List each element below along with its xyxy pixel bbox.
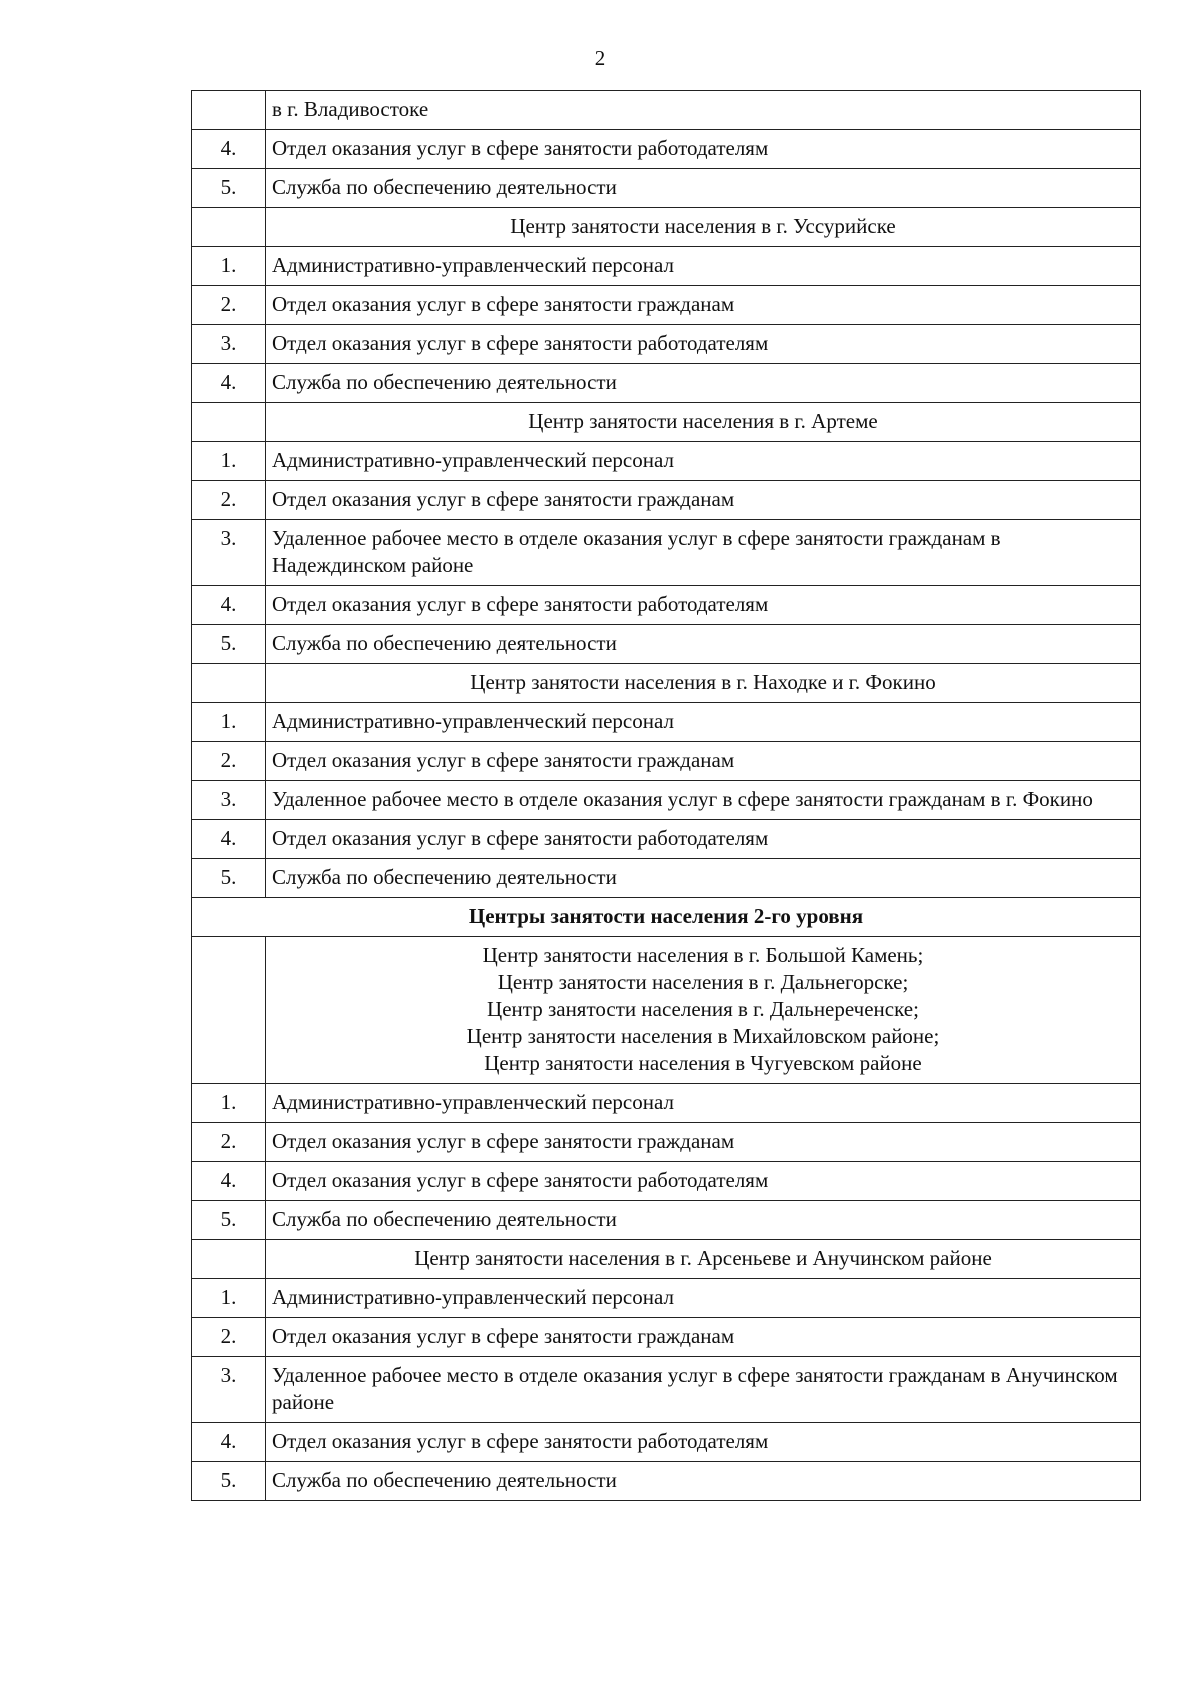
center-header-row xyxy=(192,937,1141,1084)
page-number: 2 xyxy=(594,46,606,70)
empty-number-cell xyxy=(192,664,266,703)
row-text: Отдел оказания услуг в сфере занятости работодателям xyxy=(266,1423,1141,1462)
row-number: 3. xyxy=(192,1357,266,1423)
row-text: Административно-управленческий персонал xyxy=(266,247,1141,286)
row-text: Отдел оказания услуг в сфере занятости работодателям xyxy=(266,1162,1141,1201)
row-text: Удаленное рабочее место в отделе оказания услуг в сфере занятости гражданам в г. Фокино xyxy=(266,781,1141,820)
center-title-line: Центр занятости населения в г. Артеме xyxy=(528,409,878,433)
center-title-line: Центр занятости населения в г. Уссурийске xyxy=(510,214,896,238)
row-text: Служба по обеспечению деятельности xyxy=(266,1462,1141,1501)
row-text: Отдел оказания услуг в сфере занятости работодателям xyxy=(266,325,1141,364)
table-row xyxy=(192,286,1141,325)
row-number: 5. xyxy=(192,1201,266,1240)
row-text: Отдел оказания услуг в сфере занятости работодателям xyxy=(266,820,1141,859)
row-text: Отдел оказания услуг в сфере занятости работодателям xyxy=(266,130,1141,169)
row-text: Служба по обеспечению деятельности xyxy=(266,169,1141,208)
table-row xyxy=(192,1318,1141,1357)
row-number: 3. xyxy=(192,325,266,364)
row-text: Отдел оказания услуг в сфере занятости гражданам xyxy=(266,1123,1141,1162)
row-number: 3. xyxy=(192,520,266,586)
table-row xyxy=(192,742,1141,781)
row-number: 5. xyxy=(192,1462,266,1501)
row-number: 4. xyxy=(192,586,266,625)
structure-table xyxy=(191,90,1141,1501)
table-row xyxy=(192,91,1141,130)
row-number: 1. xyxy=(192,703,266,742)
table-body xyxy=(192,91,1141,1501)
center-title xyxy=(266,208,1141,247)
table-row xyxy=(192,586,1141,625)
row-text: Удаленное рабочее место в отделе оказания услуг в сфере занятости гражданам в Надеждинском районе xyxy=(266,520,1141,586)
row-number: 2. xyxy=(192,286,266,325)
center-title-line: Центр занятости населения в г. Большой Камень; xyxy=(482,943,924,967)
row-text: Административно-управленческий персонал xyxy=(266,442,1141,481)
row-number: 2. xyxy=(192,742,266,781)
row-text: Отдел оказания услуг в сфере занятости гражданам xyxy=(266,481,1141,520)
table-row xyxy=(192,442,1141,481)
center-title xyxy=(266,937,1141,1084)
row-text: Административно-управленческий персонал xyxy=(266,1279,1141,1318)
row-text: Административно-управленческий персонал xyxy=(266,1084,1141,1123)
empty-number-cell xyxy=(192,937,266,1084)
table-row xyxy=(192,520,1141,586)
row-number: 4. xyxy=(192,1162,266,1201)
row-number: 5. xyxy=(192,169,266,208)
table-row xyxy=(192,859,1141,898)
center-title-line: Центр занятости населения в г. Дальнереченске; xyxy=(487,997,919,1021)
row-number: 4. xyxy=(192,1423,266,1462)
empty-number-cell xyxy=(192,1240,266,1279)
row-number: 2. xyxy=(192,1318,266,1357)
table-row xyxy=(192,247,1141,286)
row-text: Служба по обеспечению деятельности xyxy=(266,859,1141,898)
row-text: Административно-управленческий персонал xyxy=(266,703,1141,742)
empty-number-cell xyxy=(192,403,266,442)
table-row xyxy=(192,481,1141,520)
row-text: Служба по обеспечению деятельности xyxy=(266,1201,1141,1240)
row-text: Служба по обеспечению деятельности xyxy=(266,364,1141,403)
table-row xyxy=(192,820,1141,859)
table-row xyxy=(192,130,1141,169)
empty-number-cell xyxy=(192,208,266,247)
center-header-row xyxy=(192,664,1141,703)
section-title: Центры занятости населения 2-го уровня xyxy=(192,898,1141,937)
row-text: Удаленное рабочее место в отделе оказания услуг в сфере занятости гражданам в Анучинском районе xyxy=(266,1357,1141,1423)
table-row xyxy=(192,1462,1141,1501)
row-text: Отдел оказания услуг в сфере занятости гражданам xyxy=(266,286,1141,325)
row-number: 2. xyxy=(192,1123,266,1162)
table-row xyxy=(192,1162,1141,1201)
row-number: 4. xyxy=(192,820,266,859)
row-number: 4. xyxy=(192,130,266,169)
row-text: Отдел оказания услуг в сфере занятости гражданам xyxy=(266,742,1141,781)
row-number: 5. xyxy=(192,859,266,898)
table-row xyxy=(192,364,1141,403)
row-number: 5. xyxy=(192,625,266,664)
row-number: 1. xyxy=(192,247,266,286)
center-title-line: Центр занятости населения в г. Дальнегорске; xyxy=(497,970,909,994)
row-text: в г. Владивостоке xyxy=(266,91,1141,130)
table-row xyxy=(192,781,1141,820)
row-text: Служба по обеспечению деятельности xyxy=(266,625,1141,664)
center-header-row xyxy=(192,403,1141,442)
center-header-row xyxy=(192,208,1141,247)
table-row xyxy=(192,1084,1141,1123)
table-row xyxy=(192,1423,1141,1462)
center-title-line: Центр занятости населения в Михайловском районе; xyxy=(466,1024,940,1048)
row-text: Отдел оказания услуг в сфере занятости работодателям xyxy=(266,586,1141,625)
table-row xyxy=(192,1279,1141,1318)
table-row xyxy=(192,325,1141,364)
center-title-line: Центр занятости населения в г. Находке и г. Фокино xyxy=(470,670,936,694)
row-text: Отдел оказания услуг в сфере занятости гражданам xyxy=(266,1318,1141,1357)
row-number: 3. xyxy=(192,781,266,820)
center-title xyxy=(266,1240,1141,1279)
table-row xyxy=(192,169,1141,208)
center-header-row xyxy=(192,1240,1141,1279)
row-number: 4. xyxy=(192,364,266,403)
table-row xyxy=(192,1123,1141,1162)
section-header-row xyxy=(192,898,1141,937)
table-row xyxy=(192,703,1141,742)
row-number: 1. xyxy=(192,442,266,481)
table-row xyxy=(192,1357,1141,1423)
center-title xyxy=(266,664,1141,703)
row-number: 1. xyxy=(192,1084,266,1123)
center-title-line: Центр занятости населения в г. Арсеньеве и Анучинском районе xyxy=(414,1246,992,1270)
row-number: 2. xyxy=(192,481,266,520)
row-number: 1. xyxy=(192,1279,266,1318)
table-row xyxy=(192,625,1141,664)
center-title-line: Центр занятости населения в Чугуевском районе xyxy=(484,1051,922,1075)
row-number xyxy=(192,91,266,130)
center-title xyxy=(266,403,1141,442)
table-row xyxy=(192,1201,1141,1240)
